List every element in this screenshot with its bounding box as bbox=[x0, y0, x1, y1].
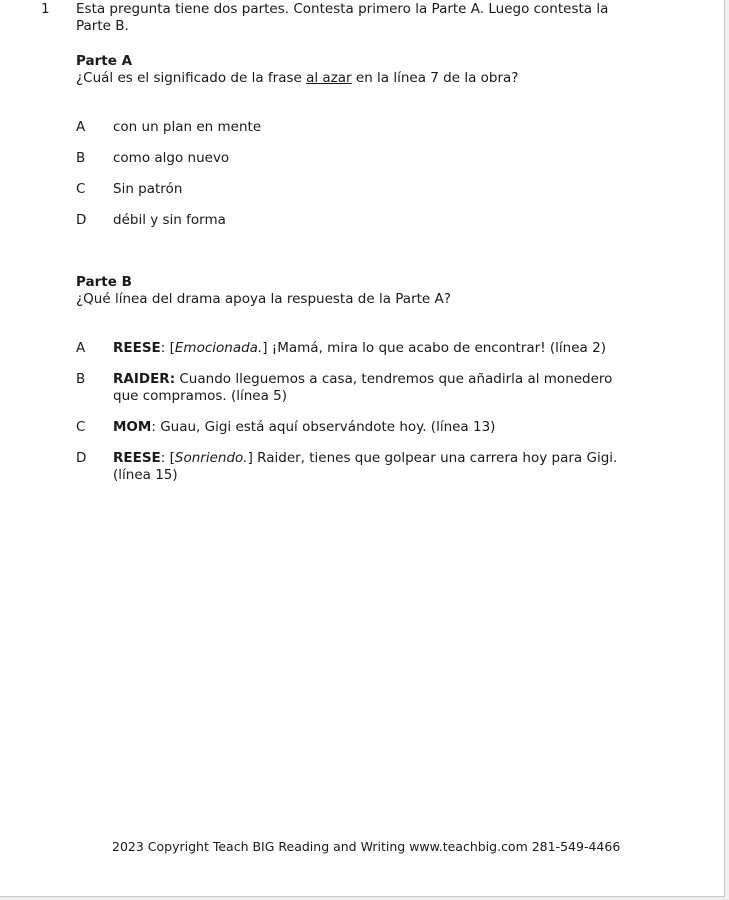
option-letter[interactable]: B bbox=[76, 150, 86, 166]
dialogue: Cuando lleguemos a casa, tendremos que añadirla al monedero bbox=[175, 371, 613, 387]
part-b-title: Parte B bbox=[76, 274, 132, 290]
part-a-prompt bbox=[76, 70, 518, 87]
option-text[interactable] bbox=[113, 450, 617, 484]
speaker-name: RAIDER: bbox=[113, 371, 176, 387]
stage-direction: Emocionada. bbox=[174, 340, 263, 356]
dialogue: ] ¡Mamá, mira lo que acabo de encontrar! (línea 2) bbox=[262, 340, 606, 356]
option-letter[interactable]: C bbox=[76, 419, 86, 435]
option-letter[interactable]: D bbox=[76, 450, 87, 466]
question-number: 1 bbox=[41, 1, 50, 17]
option-letter[interactable]: A bbox=[76, 340, 86, 356]
option-letter[interactable]: B bbox=[76, 371, 86, 387]
question-stem-line-1: Esta pregunta tiene dos partes. Contesta primero la Parte A. Luego contesta la bbox=[76, 1, 609, 17]
separator: : [ bbox=[160, 340, 175, 356]
option-letter[interactable]: C bbox=[76, 181, 86, 197]
speaker-name: REESE bbox=[113, 340, 161, 356]
question-stem bbox=[76, 1, 676, 35]
dialogue: : Guau, Gigi está aquí observándote hoy. (línea 13) bbox=[151, 419, 496, 435]
speaker-name: MOM bbox=[113, 419, 152, 435]
option-text[interactable] bbox=[113, 340, 606, 357]
option-text[interactable]: como algo nuevo bbox=[113, 150, 230, 166]
option-text[interactable] bbox=[113, 371, 612, 405]
part-a-title: Parte A bbox=[76, 53, 133, 69]
part-a-prompt-before: ¿Cuál es el significado de la frase bbox=[76, 70, 307, 86]
option-text[interactable]: con un plan en mente bbox=[113, 119, 262, 135]
copyright-footer: 2023 Copyright Teach BIG Reading and Writing www.teachbig.com 281-549-4466 bbox=[112, 839, 621, 854]
part-b-prompt: ¿Qué línea del drama apoya la respuesta de la Parte A? bbox=[76, 291, 451, 307]
stage-direction: Sonriendo. bbox=[174, 450, 248, 466]
option-letter[interactable]: D bbox=[76, 212, 87, 228]
part-a-prompt-after: en la línea 7 de la obra? bbox=[351, 70, 519, 86]
dialogue: ] Raider, tienes que golpear una carrera hoy para Gigi. bbox=[247, 450, 618, 466]
option-text[interactable]: Sin patrón bbox=[113, 181, 183, 197]
speaker-name: REESE bbox=[113, 450, 161, 466]
part-a-prompt-phrase: al azar bbox=[306, 70, 352, 86]
option-letter[interactable]: A bbox=[76, 119, 86, 135]
question-stem-line-2: Parte B. bbox=[76, 18, 129, 34]
separator: : [ bbox=[160, 450, 175, 466]
dialogue-continued: (línea 15) bbox=[113, 467, 178, 483]
dialogue-continued: que compramos. (línea 5) bbox=[113, 388, 288, 404]
option-text[interactable]: débil y sin forma bbox=[113, 212, 226, 228]
option-text[interactable] bbox=[113, 419, 495, 436]
